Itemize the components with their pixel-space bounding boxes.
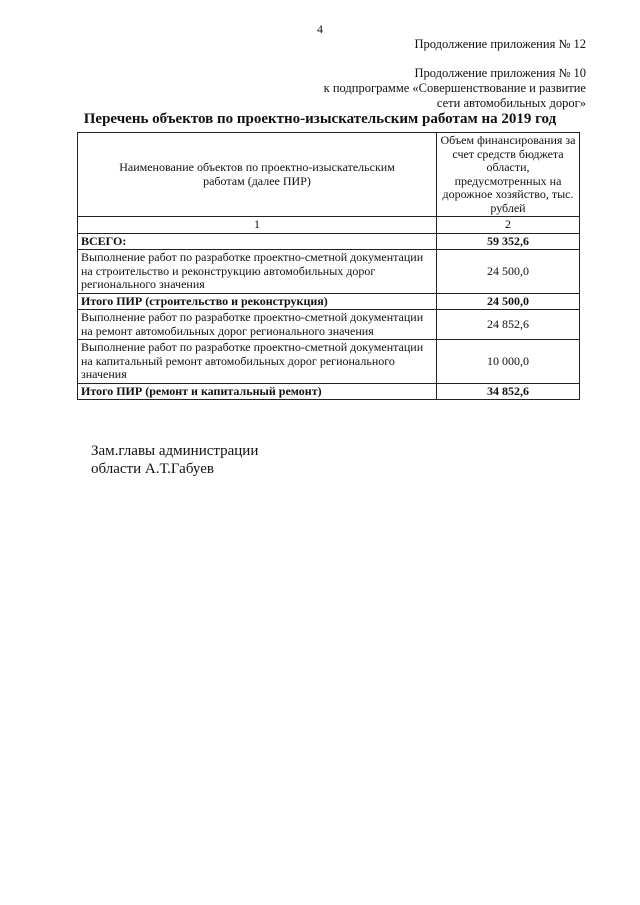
column-number-2: 2 xyxy=(437,217,580,234)
column-number-row xyxy=(78,217,580,234)
subprogram-line-2: сети автомобильных дорог» xyxy=(436,96,586,110)
signature-position: Зам.главы администрации xyxy=(91,443,259,459)
signature-name: области А.Т.Габуев xyxy=(91,461,214,477)
row-value: 24 852,6 xyxy=(437,310,580,340)
page-number: 4 xyxy=(317,22,323,36)
column-header-funding: Объем финансирования за счет средств бюджета области, предусмотренных на дорожное хозяйство, тыс. рублей xyxy=(437,133,580,217)
row-value: 24 500,0 xyxy=(437,250,580,294)
table-row xyxy=(78,233,580,250)
row-value: 59 352,6 xyxy=(437,233,580,250)
table-row xyxy=(78,293,580,310)
column-header-name: Наименование объектов по проектно-изыскательским работам (далее ПИР) xyxy=(78,133,437,217)
row-value: 24 500,0 xyxy=(437,293,580,310)
row-name: Выполнение работ по разработке проектно-сметной документации на капитальный ремонт автомобильных дорог регионального значения xyxy=(78,340,437,384)
objects-table xyxy=(77,132,580,400)
row-value: 34 852,6 xyxy=(437,383,580,400)
table-row xyxy=(78,340,580,384)
row-name: Итого ПИР (строительство и реконструкция) xyxy=(78,293,437,310)
row-name: Выполнение работ по разработке проектно-сметной документации на ремонт автомобильных дорог регионального значения xyxy=(78,310,437,340)
column-number-1: 1 xyxy=(78,217,437,234)
table-header-row xyxy=(78,133,580,217)
row-value: 10 000,0 xyxy=(437,340,580,384)
row-name: ВСЕГО: xyxy=(78,233,437,250)
row-name: Выполнение работ по разработке проектно-сметной документации на строительство и реконструкцию автомобильных дорог регионального значения xyxy=(78,250,437,294)
continuation-appendix-12: Продолжение приложения № 12 xyxy=(414,37,586,51)
table-row xyxy=(78,310,580,340)
subprogram-line-1: к подпрограмме «Совершенствование и развитие xyxy=(323,81,586,95)
document-title: Перечень объектов по проектно-изыскательским работам на 2019 год xyxy=(83,111,557,127)
continuation-appendix-10: Продолжение приложения № 10 xyxy=(414,66,586,80)
table-row xyxy=(78,250,580,294)
table-row xyxy=(78,383,580,400)
row-name: Итого ПИР (ремонт и капитальный ремонт) xyxy=(78,383,437,400)
